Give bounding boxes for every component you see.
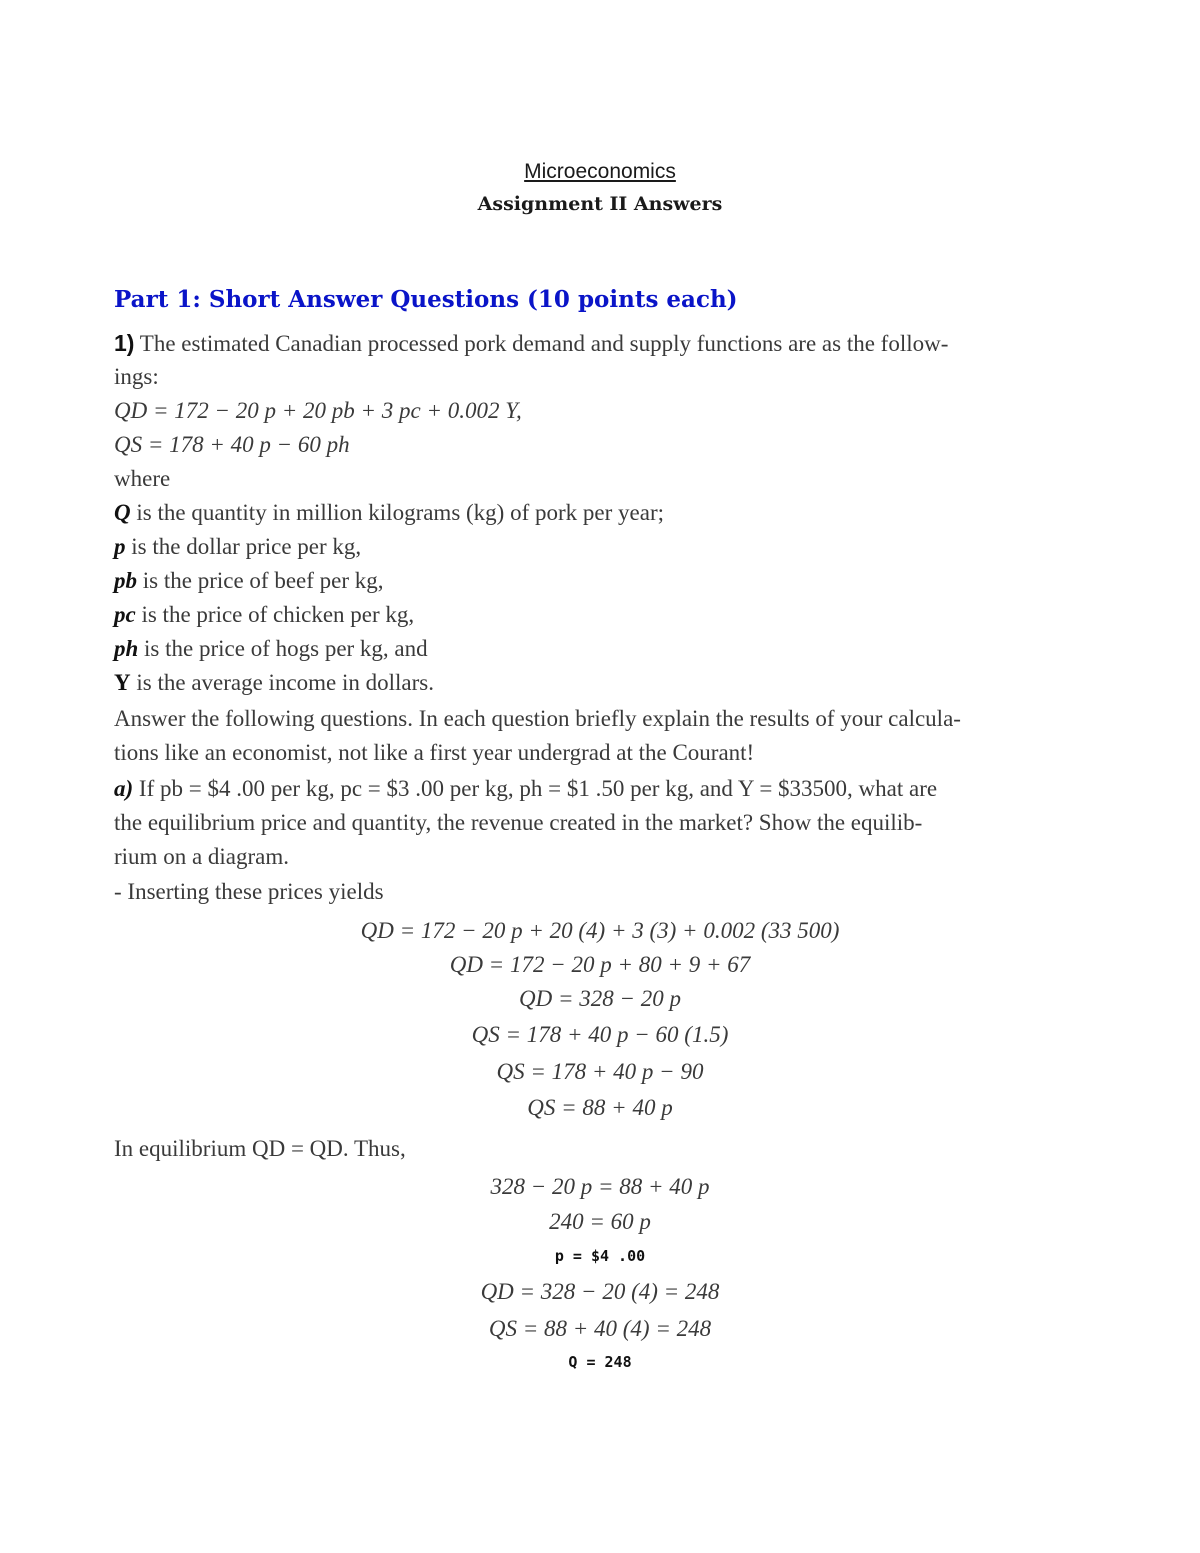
definition-symbol: Y bbox=[114, 670, 131, 695]
calc-line: QD = 328 − 20 p bbox=[518, 986, 681, 1011]
part-a-label: a) bbox=[114, 776, 134, 801]
solve-line: 328 − 20 p = 88 + 40 p bbox=[490, 1174, 710, 1199]
quantity-result: Q = 248 bbox=[568, 1353, 632, 1371]
definition-row bbox=[114, 568, 384, 594]
instructions-line: Answer the following questions. In each question briefly explain the results of your calcula- bbox=[114, 706, 961, 731]
question-number: 1) bbox=[114, 330, 135, 356]
part-a-line bbox=[114, 776, 937, 802]
question-intro-text: The estimated Canadian processed pork demand and supply functions are as the follow- bbox=[139, 331, 949, 356]
part-a-line: the equilibrium price and quantity, the revenue created in the market? Show the equilib- bbox=[114, 810, 923, 835]
definition-text: is the quantity in million kilograms (kg) of pork per year; bbox=[130, 500, 664, 525]
definition-row bbox=[114, 500, 664, 526]
definition-text: is the price of chicken per kg, bbox=[135, 602, 415, 627]
demand-equation: QD = 172 − 20 p + 20 pb + 3 pc + 0.002 Y, bbox=[114, 398, 522, 423]
definition-row bbox=[114, 636, 428, 662]
solve-line: 240 = 60 p bbox=[549, 1209, 651, 1234]
definition-symbol: p bbox=[114, 534, 126, 559]
instructions-line: tions like an economist, not like a first year undergrad at the Courant! bbox=[114, 740, 755, 765]
part-heading: Part 1: Short Answer Questions (10 points each) bbox=[114, 286, 738, 313]
definition-row bbox=[114, 534, 361, 560]
definition-row bbox=[114, 602, 414, 628]
definition-symbol: pb bbox=[114, 568, 137, 593]
part-a-line: rium on a diagram. bbox=[114, 844, 290, 869]
calc-line: QD = 172 − 20 p + 80 + 9 + 67 bbox=[449, 952, 751, 977]
definition-symbol: pc bbox=[114, 602, 136, 627]
supply-equation: QS = 178 + 40 p − 60 ph bbox=[114, 432, 350, 457]
price-result: p = $4 .00 bbox=[554, 1247, 646, 1265]
definition-row bbox=[114, 670, 434, 696]
definition-symbol: ph bbox=[114, 636, 139, 661]
definition-text: is the price of beef per kg, bbox=[137, 568, 384, 593]
equilibrium-text: In equilibrium QD = QD. Thus, bbox=[114, 1136, 406, 1161]
calc-line: QS = 178 + 40 p − 60 (1.5) bbox=[471, 1022, 729, 1047]
inserting-line: - Inserting these prices yields bbox=[114, 879, 384, 904]
part-a-text: If pb = $4 .00 per kg, pc = $3 .00 per kg, ph = $1 .50 per kg, and Y = $33500, what are bbox=[138, 776, 938, 801]
check-line: QS = 88 + 40 (4) = 248 bbox=[488, 1316, 712, 1341]
definition-text: is the average income in dollars. bbox=[130, 670, 434, 695]
calc-line: QS = 178 + 40 p − 90 bbox=[496, 1059, 704, 1084]
document-subtitle: Assignment II Answers bbox=[477, 193, 723, 215]
question-intro-line bbox=[114, 330, 948, 357]
question-intro-line-2: ings: bbox=[114, 364, 159, 389]
calc-line: QD = 172 − 20 p + 20 (4) + 3 (3) + 0.002 (33 500) bbox=[360, 918, 840, 943]
definition-text: is the dollar price per kg, bbox=[125, 534, 362, 559]
where-label: where bbox=[114, 466, 171, 491]
definition-text: is the price of hogs per kg, and bbox=[138, 636, 428, 661]
calc-line: QS = 88 + 40 p bbox=[527, 1095, 673, 1120]
document-title: Microeconomics bbox=[524, 160, 676, 183]
check-line: QD = 328 − 20 (4) = 248 bbox=[480, 1279, 720, 1304]
definition-symbol: Q bbox=[114, 500, 131, 525]
